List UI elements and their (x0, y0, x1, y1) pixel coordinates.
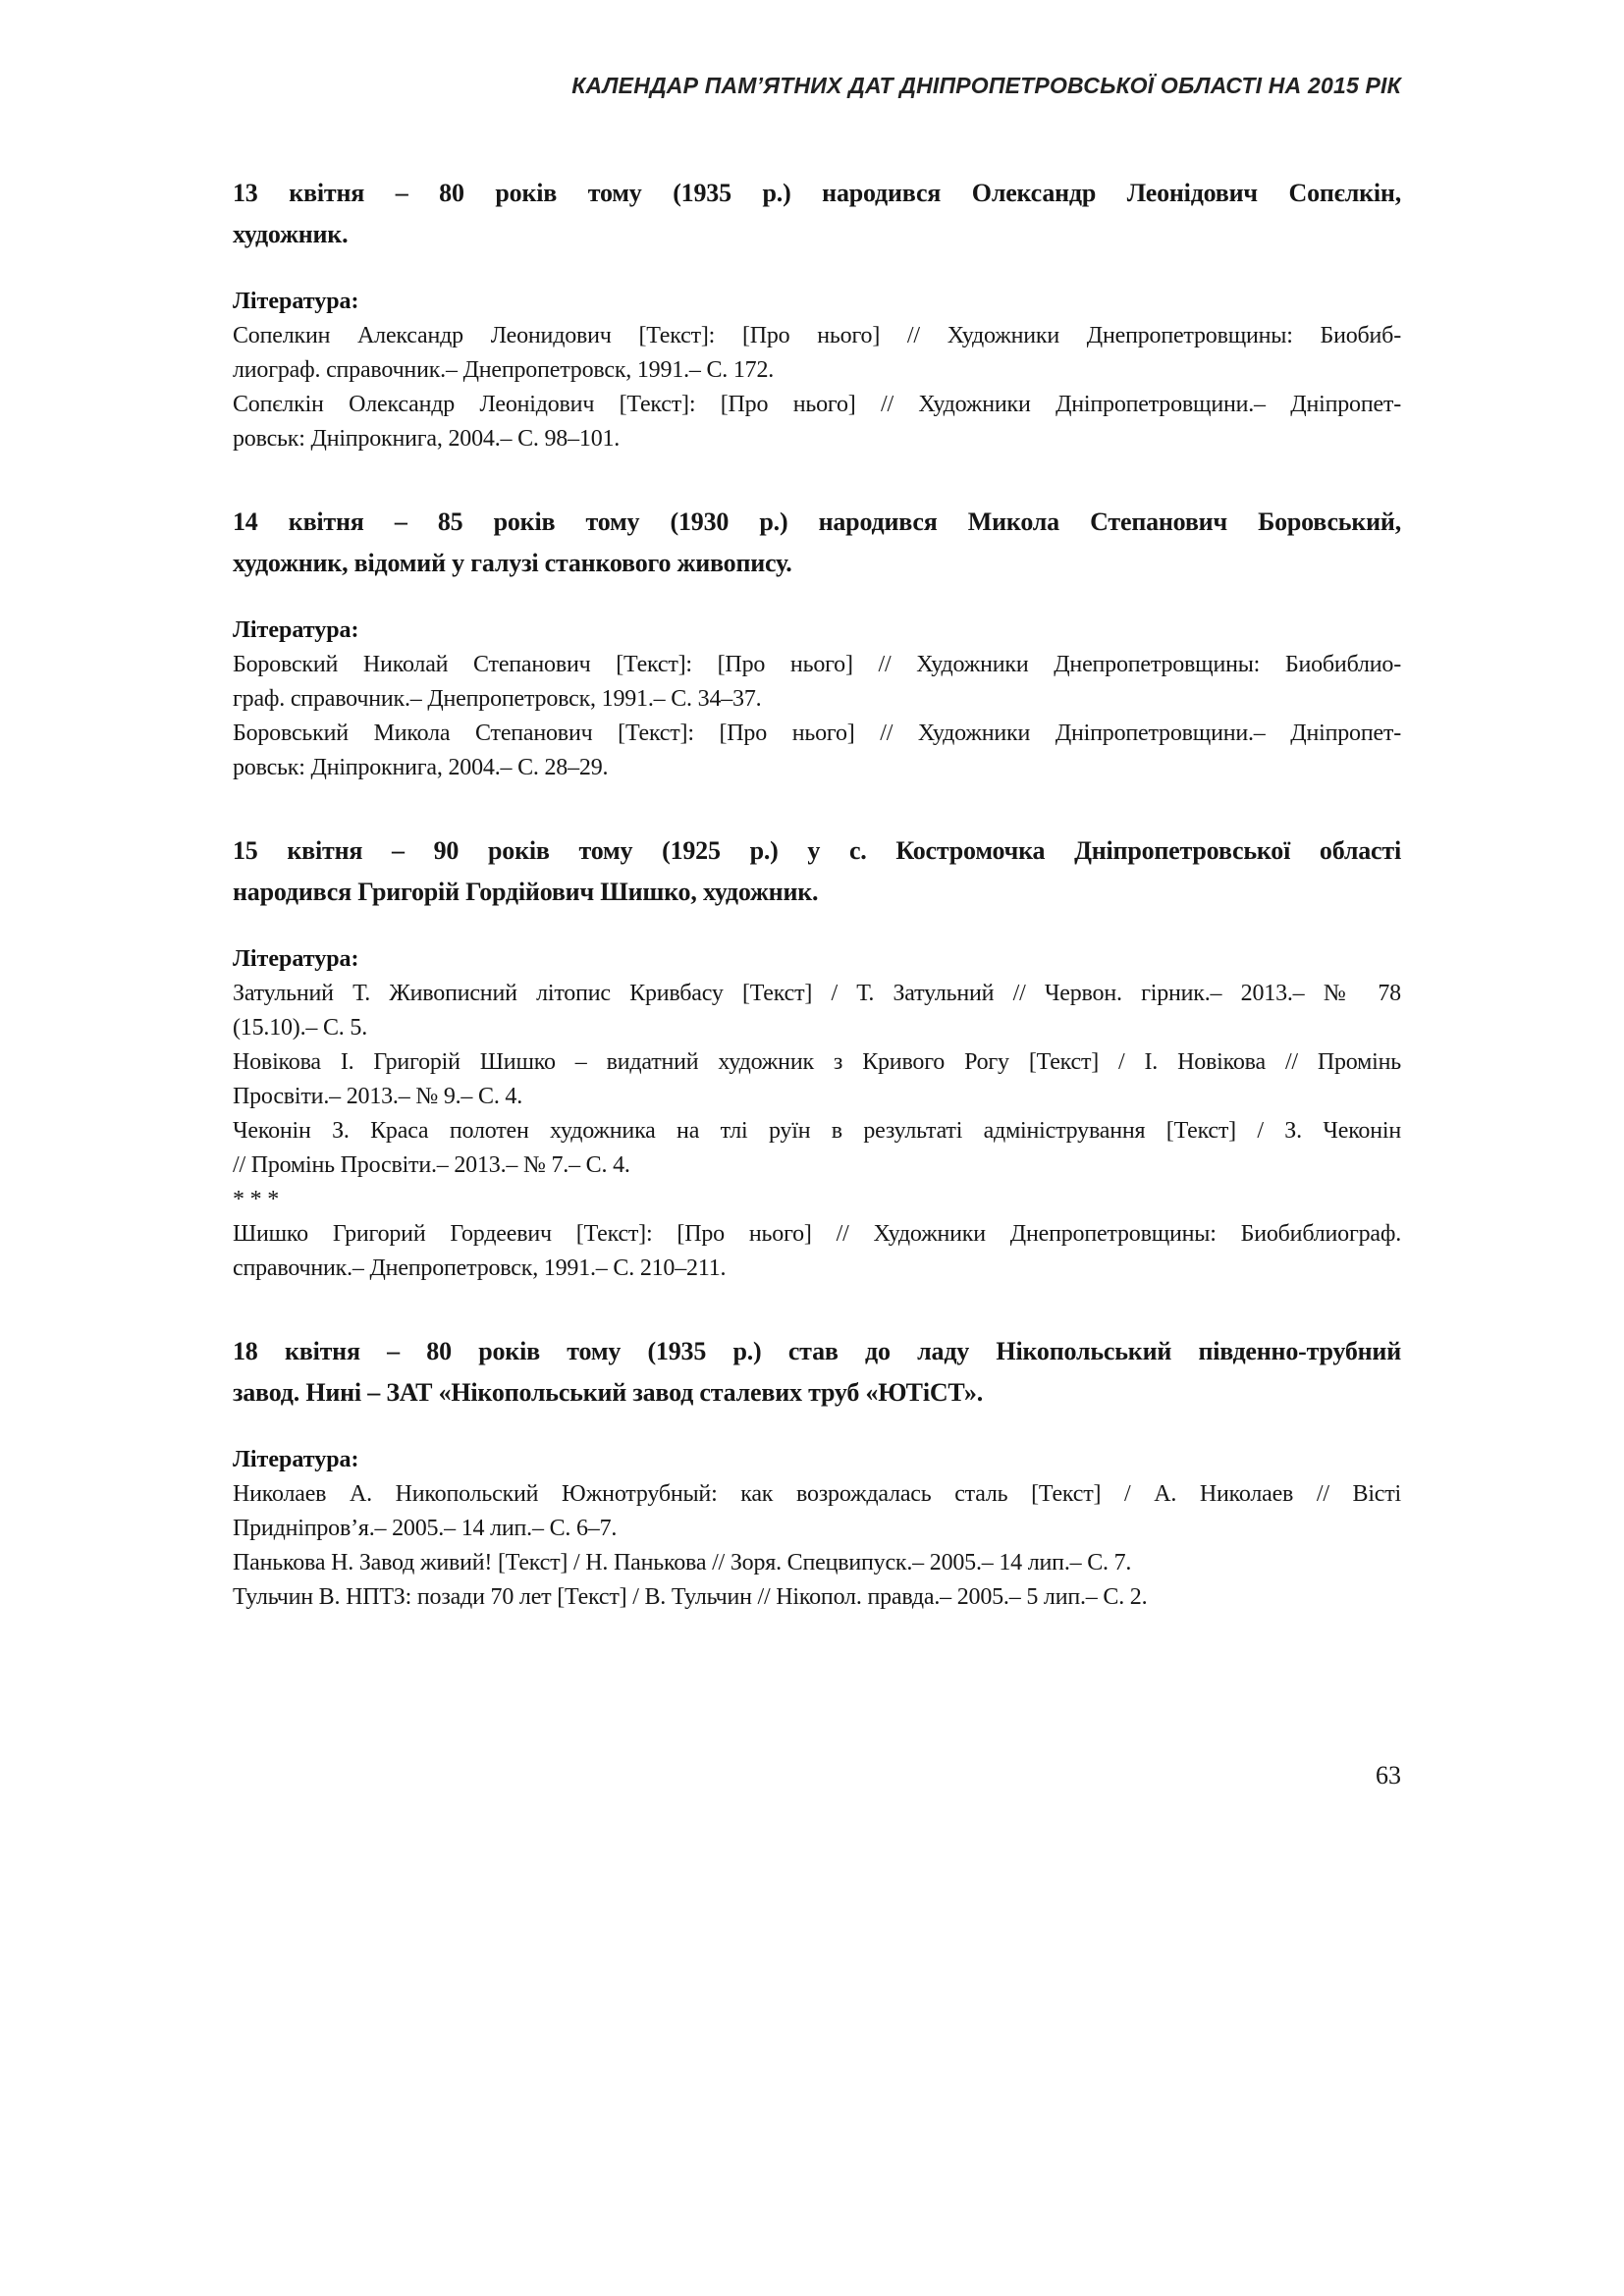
entry-line: Боровський Микола Степанович [Текст]: [Про нього] // Художники Дніпропетровщини.– Дніпропет- (233, 721, 1401, 746)
sections (233, 173, 1401, 1615)
literature-label: Література: (233, 289, 359, 314)
literature-entry (233, 1217, 1401, 1286)
entry-line: Новікова І. Григорій Шишко – видатний художник з Кривого Рогу [Текст] / І. Новікова // Промінь (233, 1049, 1401, 1075)
calendar-section (233, 502, 1401, 785)
entry-line: справочник.– Днепропетровск, 1991.– С. 210–211. (233, 1255, 727, 1281)
heading-line: завод. Нині – ЗАТ «Нікопольський завод сталевих труб «ЮТіСТ». (233, 1378, 983, 1407)
heading-line: 18 квітня – 80 років тому (1935 р.) став до ладу Нікопольський південно-трубний (233, 1337, 1401, 1365)
literature-label: Література: (233, 946, 359, 972)
entry-line: // Промінь Просвіти.– 2013.– № 7.– С. 4. (233, 1152, 630, 1178)
literature-entry (233, 977, 1401, 1045)
page-content (233, 173, 1401, 1615)
calendar-section (233, 1331, 1401, 1615)
literature-entries (233, 1477, 1401, 1615)
entry-line: * * * (233, 1187, 280, 1212)
entry-line: Затульний Т. Живописний літопис Кривбасу [Текст] / Т. Затульний // Червон. гірник.– 2013.– № 78 (233, 981, 1401, 1006)
entry-heading (233, 830, 1401, 913)
literature-entry (233, 1045, 1401, 1114)
heading-line: 13 квітня – 80 років тому (1935 р.) народився Олександр Леонідович Сопєлкін, (233, 179, 1401, 207)
asterisk-separator (233, 1183, 1401, 1217)
literature-entry (233, 319, 1401, 388)
literature-entries (233, 648, 1401, 785)
heading-line: 15 квітня – 90 років тому (1925 р.) у с. Костромочка Дніпропетровської області (233, 836, 1401, 865)
entry-heading (233, 1331, 1401, 1414)
entry-line: лиограф. справочник.– Днепропетровск, 1991.– С. 172. (233, 357, 775, 383)
entry-line: Чеконін З. Краса полотен художника на тлі руїн в результаті адміністрування [Текст] / З. Чеконін (233, 1118, 1401, 1144)
entry-line: граф. справочник.– Днепропетровск, 1991.– С. 34–37. (233, 686, 762, 712)
heading-line: 14 квітня – 85 років тому (1930 р.) народився Микола Степанович Боровський, (233, 507, 1401, 536)
entry-line: Сопєлкін Олександр Леонідович [Текст]: [Про нього] // Художники Дніпропетровщини.– Дніпропет- (233, 392, 1401, 417)
heading-line: художник. (233, 220, 349, 248)
literature-entry (233, 648, 1401, 717)
entry-line: Боровский Николай Степанович [Текст]: [Про нього] // Художники Днепропетровщины: Биобиблио- (233, 652, 1401, 677)
calendar-section (233, 173, 1401, 456)
entry-line: Шишко Григорий Гордеевич [Текст]: [Про нього] // Художники Днепропетровщины: Биобиблиограф. (233, 1221, 1401, 1247)
entry-line: ровськ: Дніпрокнига, 2004.– С. 98–101. (233, 426, 621, 452)
entry-heading (233, 173, 1401, 255)
entry-line: Тульчин В. НПТЗ: позади 70 лет [Текст] / В. Тульчин // Нікопол. правда.– 2005.– 5 лип.– С. 2. (233, 1584, 1148, 1610)
literature-entries (233, 977, 1401, 1286)
entry-line: Придніпров’я.– 2005.– 14 лип.– С. 6–7. (233, 1516, 618, 1541)
calendar-section (233, 830, 1401, 1286)
entry-line: (15.10).– С. 5. (233, 1015, 367, 1041)
entry-heading (233, 502, 1401, 584)
entry-line: Просвіти.– 2013.– № 9.– С. 4. (233, 1084, 523, 1109)
literature-entry (233, 388, 1401, 456)
heading-line: народився Григорій Гордійович Шишко, художник. (233, 878, 819, 906)
literature-entry (233, 717, 1401, 785)
literature-entry (233, 1580, 1401, 1615)
literature-entry (233, 1546, 1401, 1580)
page-number: 63 (1376, 1761, 1401, 1789)
literature-entries (233, 319, 1401, 456)
running-header: КАЛЕНДАР ПАМ’ЯТНИХ ДАТ ДНІПРОПЕТРОВСЬКОЇ ОБЛАСТІ НА 2015 РІК (571, 73, 1401, 98)
entry-line: Николаев А. Никопольский Южнотрубный: как возрождалась сталь [Текст] / А. Николаев // Вісті (233, 1481, 1401, 1507)
entry-line: Панькова Н. Завод живий! [Текст] / Н. Панькова // Зоря. Спецвипуск.– 2005.– 14 лип.– С. 7. (233, 1550, 1132, 1575)
literature-label: Література: (233, 617, 359, 643)
heading-line: художник, відомий у галузі станкового живопису. (233, 549, 792, 577)
literature-label: Література: (233, 1447, 359, 1472)
entry-line: Сопелкин Александр Леонидович [Текст]: [Про нього] // Художники Днепропетровщины: Биобиб- (233, 323, 1401, 348)
literature-entry (233, 1477, 1401, 1546)
entry-line: ровськ: Дніпрокнига, 2004.– С. 28–29. (233, 755, 609, 780)
literature-entry (233, 1114, 1401, 1183)
